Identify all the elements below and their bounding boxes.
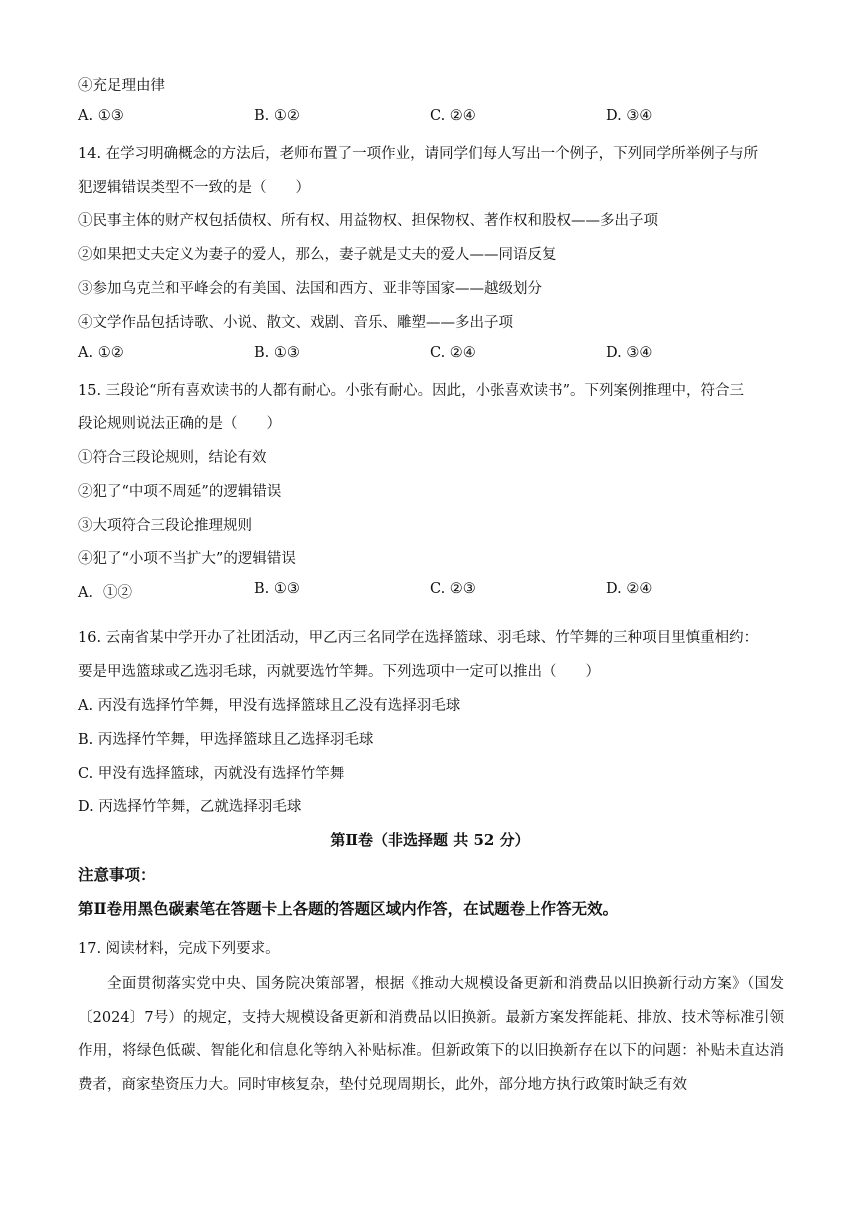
q15-option-c: C. ②③ [430,581,476,597]
q13-options [78,108,778,128]
q14-option-d: D. ③④ [606,345,653,361]
q14-option-c: C. ②④ [430,345,476,361]
q14-option-b: B. ①③ [254,345,300,361]
q15-item-3: ③大项符合三段论推理规则 [78,518,252,534]
q14-stem-line-2: 犯逻辑错误类型不一致的是（ ） [78,180,310,196]
q17-stem: 17. 阅读材料，完成下列要求。 [78,941,280,957]
q14-item-3: ③参加乌克兰和平峰会的有美国、法国和西方、亚非等国家——越级划分 [78,281,542,297]
q16-stem-line-2: 要是甲选篮球或乙选羽毛球，丙就要选竹竿舞。下列选项中一定可以推出（ ） [78,664,600,680]
q16-option-c: C. 甲没有选择篮球，丙就没有选择竹竿舞 [78,766,345,782]
q15-item-1: ①符合三段论规则，结论有效 [78,450,267,466]
notice-text: 第Ⅱ卷用黑色碳素笔在答题卡上各题的答题区域内作答，在试题卷上作答无效。 [78,899,619,918]
q16-option-b: B. 丙选择竹竿舞，甲选择篮球且乙选择羽毛球 [78,732,374,748]
q15-option-b: B. ①③ [254,581,300,597]
q15-stem-line-2: 段论规则说法正确的是（ ） [78,416,281,432]
q15-options [78,581,778,601]
q17-material: 全面贯彻落实党中央、国务院决策部署，根据《推动大规模设备更新和消费品以旧换新行动方案》（国发〔2024〕7号）的规定，支持大规模设备更新和消费品以旧换新。最新方案发挥能耗、排放、技术等标准引领作用，将绿色低碳、智能化和信息化等纳入补贴标准。但新政策下的以旧换新存在以下的问题：补贴未直达消费者，商家垫资压力大。同时审核复杂，垫付兑现周期长，此外，部分地方执行政策时缺乏有效 [78,976,784,1094]
q15-item-4: ④犯了“小项不当扩大”的逻辑错误 [78,551,296,567]
q16-option-a: A. 丙没有选择竹竿舞，甲没有选择篮球且乙没有选择羽毛球 [78,698,461,714]
q13-option-d: D. ③④ [606,108,653,124]
q13-item-4: ④充足理由律 [78,78,165,94]
q14-item-4: ④文学作品包括诗歌、小说、散文、戏剧、音乐、雕塑——多出子项 [78,315,513,331]
notice-heading: 注意事项： [78,865,156,884]
q14-options [78,345,778,365]
section-2-title: 第Ⅱ卷（非选择题 共 52 分） [330,831,530,849]
q16-option-d: D. 丙选择竹竿舞，乙就选择羽毛球 [78,799,302,815]
q15-option-a: A．①② [78,585,132,601]
q13-option-b: B. ①② [254,108,300,124]
q15-stem-line-1: 15. 三段论“所有喜欢读书的人都有耐心。小张有耐心。因此，小张喜欢读书”。下列案例推理中，符合三 [78,383,744,399]
q16-stem-line-1: 16. 云南省某中学开办了社团活动，甲乙丙三名同学在选择篮球、羽毛球、竹竿舞的三种项目里慎重相约： [78,630,759,646]
q13-option-c: C. ②④ [430,108,476,124]
q13-option-a: A. ①③ [78,108,124,124]
q14-option-a: A. ①② [78,345,124,361]
q14-stem-line-1: 14. 在学习明确概念的方法后，老师布置了一项作业，请同学们每人写出一个例子，下列同学所举例子与所 [78,146,759,162]
q14-item-1: ①民事主体的财产权包括债权、所有权、用益物权、担保物权、著作权和股权——多出子项 [78,213,658,229]
q15-option-d: D. ②④ [606,581,653,597]
q14-item-2: ②如果把丈夫定义为妻子的爱人，那么，妻子就是丈夫的爱人——同语反复 [78,247,557,263]
q15-item-2: ②犯了“中项不周延”的逻辑错误 [78,484,282,500]
